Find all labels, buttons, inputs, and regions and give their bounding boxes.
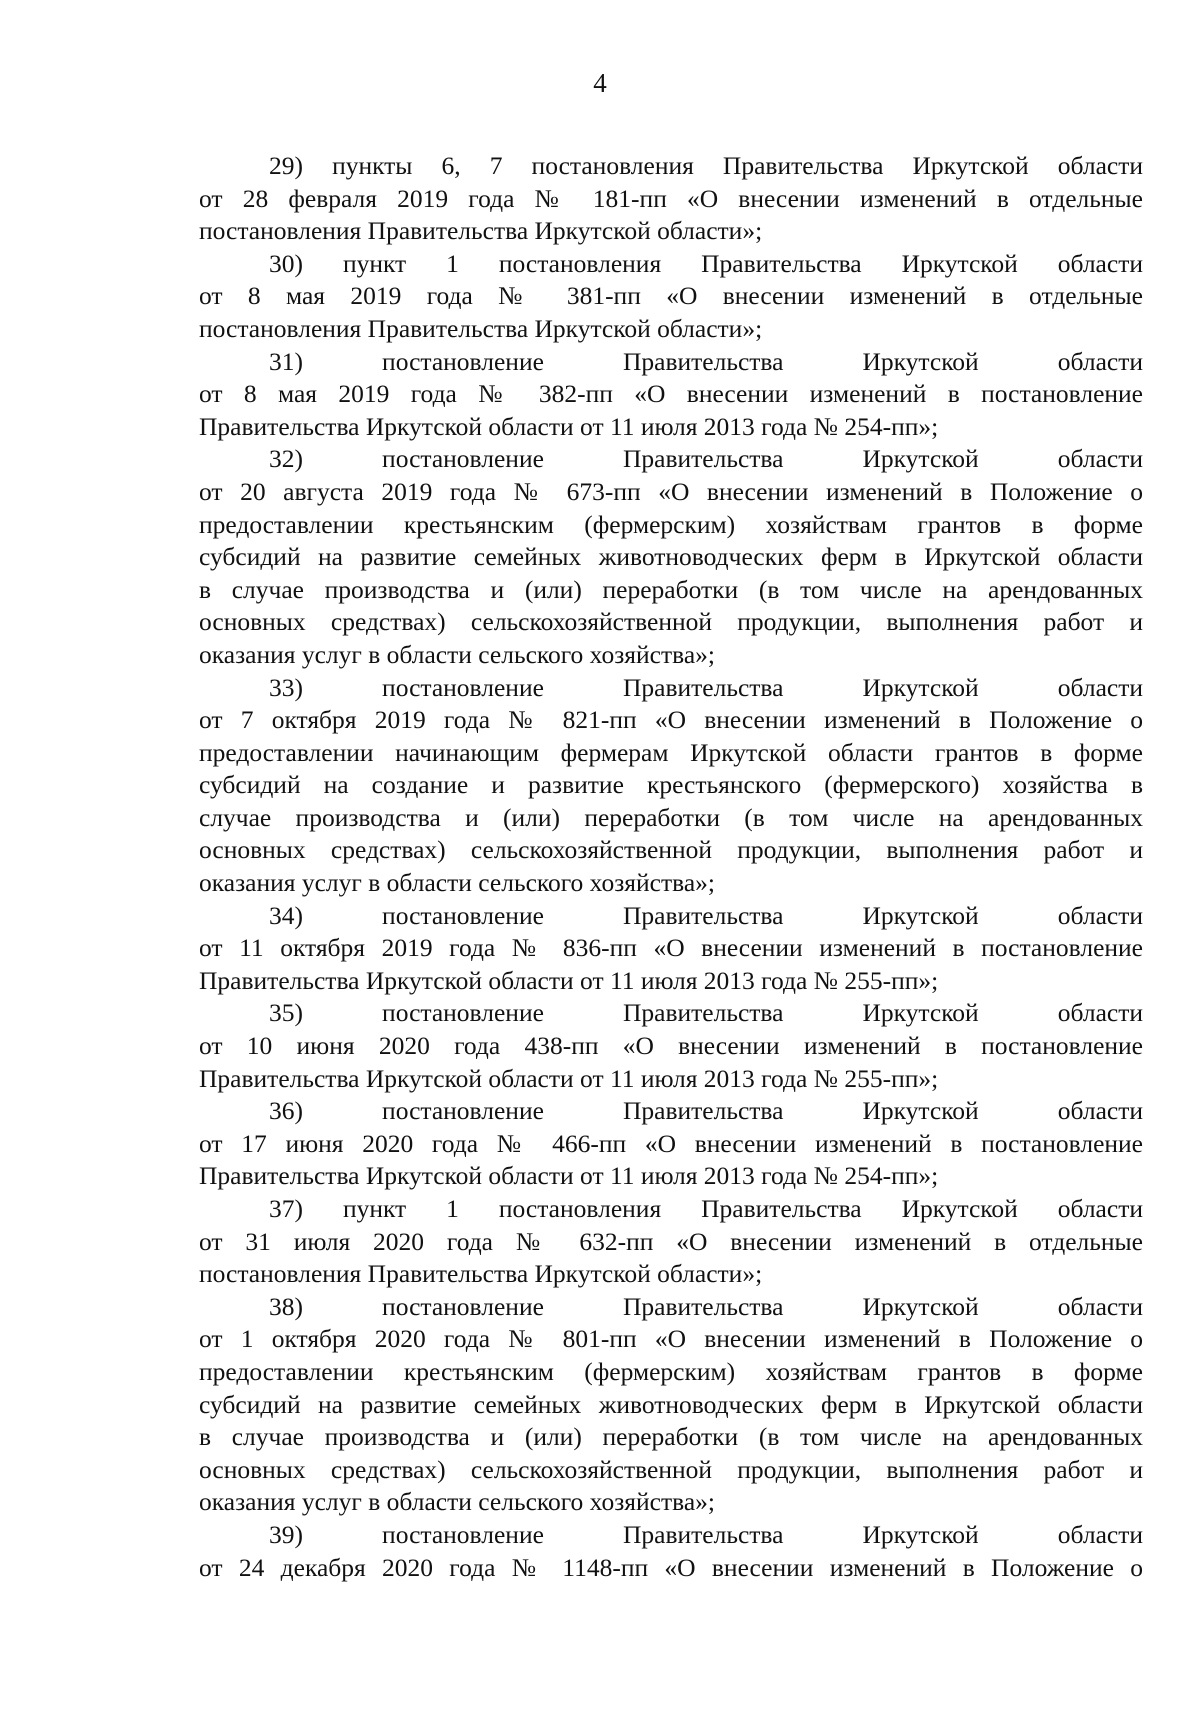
text-line: основных средствах) сельскохозяйственной продукции, выполнения работ и [199,1454,1143,1484]
text-line: 35) постановление Правительства Иркутской области [269,998,1143,1028]
text-line: 38) постановление Правительства Иркутской области [269,1291,1143,1321]
text-line: в случае производства и (или) переработки (в том числе на арендованных [199,574,1143,604]
text-line: оказания услуг в области сельского хозяйства»; [199,868,715,898]
text-line: от 7 октября 2019 года № 821-пп «О внесении изменений в Положение о [199,705,1143,735]
text-line: от 8 мая 2019 года № 381-пп «О внесении изменений в отдельные [199,281,1143,311]
text-line: 33) постановление Правительства Иркутской области [269,672,1143,702]
list-item [199,997,1143,1095]
text-line: от 31 июля 2020 года № 632-пп «О внесении изменений в отдельные [199,1226,1143,1256]
text-line: предоставлении крестьянским (фермерским) хозяйствам грантов в форме [199,509,1143,539]
text-line: Правительства Иркутской области от 11 июля 2013 года № 255-пп»; [199,965,939,995]
text-line: 34) постановление Правительства Иркутской области [269,900,1143,930]
text-line: случае производства и (или) переработки (в том числе на арендованных [199,802,1143,832]
text-line: от 10 июня 2020 года 438-пп «О внесении изменений в постановление [199,1031,1143,1061]
text-line: от 24 декабря 2020 года № 1148-пп «О внесении изменений в Положение о [199,1552,1143,1582]
list-item [199,346,1143,444]
text-line: предоставлении крестьянским (фермерским) хозяйствам грантов в форме [199,1356,1143,1386]
text-line: Правительства Иркутской области от 11 июля 2013 года № 254-пп»; [199,1161,939,1191]
text-line: от 1 октября 2020 года № 801-пп «О внесении изменений в Положение о [199,1324,1143,1354]
list-item [199,1291,1143,1519]
text-line: постановления Правительства Иркутской области»; [199,1259,763,1289]
list-item [199,1519,1143,1584]
list-item [199,900,1143,998]
list-item [199,1095,1143,1193]
text-line: основных средствах) сельскохозяйственной продукции, выполнения работ и [199,835,1143,865]
text-line: 32) постановление Правительства Иркутской области [269,444,1143,474]
text-line: 39) постановление Правительства Иркутской области [269,1519,1143,1549]
list-item [199,248,1143,346]
text-line: субсидий на создание и развитие крестьянского (фермерского) хозяйства в [199,770,1143,800]
text-line: в случае производства и (или) переработки (в том числе на арендованных [199,1422,1143,1452]
list-item [199,150,1143,248]
list-item [199,672,1143,900]
text-line: от 8 мая 2019 года № 382-пп «О внесении изменений в постановление [199,379,1143,409]
text-line: оказания услуг в области сельского хозяйства»; [199,639,715,669]
page-number: 4 [593,68,607,98]
text-line: предоставлении начинающим фермерам Иркутской области грантов в форме [199,737,1143,767]
text-line: субсидий на развитие семейных животноводческих ферм в Иркутской области [199,542,1143,572]
text-line: 30) пункт 1 постановления Правительства Иркутской области [269,248,1143,278]
document-body [199,150,1143,1584]
list-item [199,443,1143,671]
text-line: оказания услуг в области сельского хозяйства»; [199,1487,715,1517]
text-line: Правительства Иркутской области от 11 июля 2013 года № 255-пп»; [199,1063,939,1093]
list-item [199,1193,1143,1291]
text-line: от 11 октября 2019 года № 836-пп «О внесении изменений в постановление [199,933,1143,963]
text-line: субсидий на развитие семейных животноводческих ферм в Иркутской области [199,1389,1143,1419]
text-line: 29) пункты 6, 7 постановления Правительства Иркутской области [269,151,1143,180]
text-line: 36) постановление Правительства Иркутской области [269,1096,1143,1126]
text-line: основных средствах) сельскохозяйственной продукции, выполнения работ и [199,607,1143,637]
text-line: постановления Правительства Иркутской области»; [199,216,763,246]
text-line: 31) постановление Правительства Иркутской области [269,346,1143,376]
text-line: постановления Правительства Иркутской области»; [199,313,763,343]
text-line: Правительства Иркутской области от 11 июля 2013 года № 254-пп»; [199,411,939,441]
text-line: от 17 июня 2020 года № 466-пп «О внесении изменений в постановление [199,1128,1143,1158]
text-line: 37) пункт 1 постановления Правительства Иркутской области [269,1194,1143,1223]
text-line: от 28 февраля 2019 года № 181-пп «О внесении изменений в отдельные [199,183,1143,213]
text-line: от 20 августа 2019 года № 673-пп «О внесении изменений в Положение о [199,476,1143,506]
